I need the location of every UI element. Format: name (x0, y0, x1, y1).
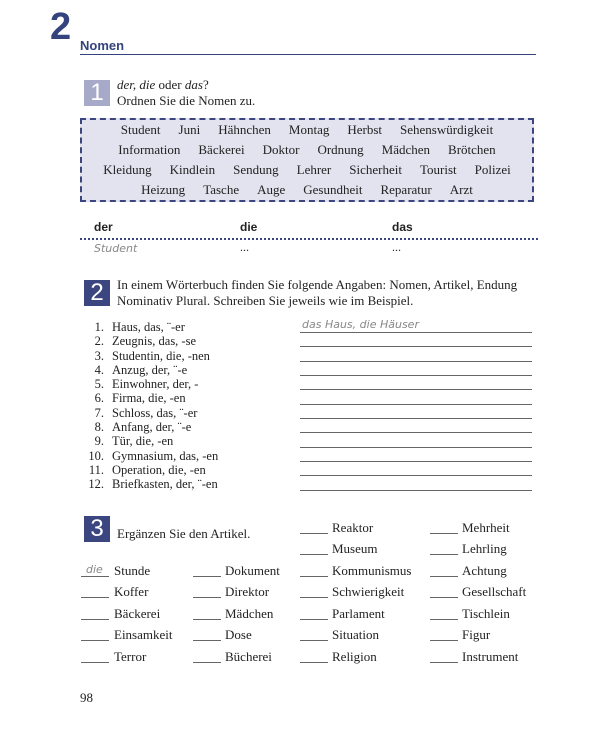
noun: Parlament (332, 606, 385, 621)
word: Sendung (233, 162, 279, 177)
word: Tourist (419, 162, 457, 177)
answer-line[interactable] (300, 461, 532, 462)
word-row-4 (82, 182, 532, 198)
example-answer: das Haus, die Häuser (302, 318, 419, 331)
list-item: 4. Anzug, der, ¨-e (94, 362, 188, 377)
column-die: die (240, 220, 258, 234)
word: Juni (178, 122, 201, 137)
list-item: 2. Zeugnis, das, -se (94, 334, 197, 349)
noun: Terror (114, 649, 147, 664)
answer-line[interactable] (300, 447, 532, 448)
noun: Stunde (114, 563, 151, 578)
list-item: 9. Tür, die, -en (94, 434, 174, 449)
chapter-rule (80, 54, 536, 55)
article-blank[interactable] (300, 576, 328, 577)
exercise-1-instruction-line1: der, die oder das? (117, 77, 209, 92)
noun: Mädchen (225, 606, 274, 621)
word: Kleidung (103, 162, 152, 177)
list-item: 12. Briefkasten, der, ¨-en (88, 477, 218, 492)
word: Herbst (347, 122, 383, 137)
list-item: 11. Operation, die, -en (88, 462, 206, 477)
word: Gesundheit (303, 182, 363, 197)
answer-line[interactable] (300, 475, 532, 476)
word-row-3 (82, 162, 532, 178)
noun: Bäckerei (114, 606, 161, 621)
word: Sicherheit (349, 162, 402, 177)
word: Reparatur (380, 182, 432, 197)
page-number: 98 (80, 690, 93, 705)
exercise-1-instruction (117, 77, 255, 109)
word: Brötchen (448, 142, 496, 157)
noun: Instrument (462, 649, 519, 664)
noun: Gesellschaft (462, 584, 527, 599)
word: Lehrer (296, 162, 332, 177)
list-item: 7. Schloss, das, ¨-er (94, 405, 198, 420)
article-blank[interactable] (430, 640, 458, 641)
article-blank[interactable] (81, 576, 109, 577)
article-blank[interactable] (430, 619, 458, 620)
article-blank[interactable] (300, 640, 328, 641)
word: Sehenswürdigkeit (400, 122, 494, 137)
article-blank[interactable] (430, 533, 458, 534)
list-item: 3. Studentin, die, -nen (94, 348, 210, 363)
word: Information (118, 142, 181, 157)
exercise-1-number: 1 (84, 80, 110, 106)
answer-line[interactable] (300, 361, 532, 362)
answer-line[interactable] (300, 490, 532, 491)
exercise-3-instruction: Ergänzen Sie den Artikel. (117, 526, 251, 541)
noun: Museum (332, 541, 378, 556)
exercise-3-number: 3 (84, 516, 110, 542)
exercise-2-instruction-line1: In einem Wörterbuch finden Sie folgende Angaben: Nomen, Artikel, Endung (117, 277, 518, 292)
article-blank[interactable] (300, 662, 328, 663)
article-blank[interactable] (81, 597, 109, 598)
article-blank[interactable] (430, 597, 458, 598)
article-blank[interactable] (193, 640, 221, 641)
word: Ordnung (317, 142, 364, 157)
noun: Bücherei (225, 649, 272, 664)
word: Montag (288, 122, 330, 137)
column-der: der (94, 220, 113, 234)
noun: Tischlein (462, 606, 510, 621)
example-article: die (86, 563, 103, 576)
word: Heizung (141, 182, 186, 197)
article-blank[interactable] (430, 576, 458, 577)
answer-line[interactable] (300, 346, 532, 347)
exercise-2-instruction-line2: Nominativ Plural. Schreiben Sie jeweils wie im Beispiel. (117, 293, 414, 308)
chapter-number: 2 (50, 6, 72, 48)
article-blank[interactable] (193, 576, 221, 577)
noun: Lehrling (462, 541, 507, 556)
word: Student (120, 122, 161, 137)
answer-line[interactable] (300, 389, 532, 390)
word-row-2 (82, 142, 532, 158)
list-item: 8. Anfang, der, ¨-e (94, 420, 192, 435)
exercise-2-number: 2 (84, 280, 110, 306)
article-blank[interactable] (300, 597, 328, 598)
word: Mädchen (381, 142, 431, 157)
article-blank[interactable] (300, 619, 328, 620)
noun: Dokument (225, 563, 280, 578)
noun: Kommunismus (332, 563, 412, 578)
word: Kindlein (169, 162, 216, 177)
column-divider (80, 238, 538, 240)
exercise-2-instruction (117, 277, 517, 309)
article-blank[interactable] (430, 554, 458, 555)
word: Polizei (474, 162, 511, 177)
list-item: 5. Einwohner, der, - (94, 377, 199, 392)
word: Arzt (449, 182, 473, 197)
exercise-2-list (80, 320, 280, 492)
article-blank[interactable] (300, 554, 328, 555)
ellipsis-das: ... (392, 240, 401, 254)
column-das: das (392, 220, 413, 234)
noun: Schwierigkeit (332, 584, 405, 599)
answer-line[interactable] (300, 432, 532, 433)
article-blank[interactable] (81, 619, 109, 620)
article-blank[interactable] (81, 640, 109, 641)
noun: Religion (332, 649, 377, 664)
noun: Situation (332, 627, 379, 642)
answer-line[interactable] (300, 375, 532, 376)
noun: Direktor (225, 584, 270, 599)
word: Hähnchen (218, 122, 271, 137)
exercise-1-instruction-line2: Ordnen Sie die Nomen zu. (117, 93, 256, 108)
word: Bäckerei (198, 142, 245, 157)
list-item: 1. Haus, das, ¨-er (94, 320, 185, 334)
answer-line[interactable] (300, 404, 532, 405)
ellipsis-die: ... (240, 240, 249, 254)
article-blank[interactable] (193, 597, 221, 598)
noun: Achtung (462, 563, 507, 578)
noun: Koffer (114, 584, 149, 599)
list-item: 10. Gymnasium, das, -en (88, 448, 219, 463)
noun: Reaktor (332, 520, 374, 535)
article-blank[interactable] (193, 619, 221, 620)
example-student: Student (94, 242, 138, 255)
article-blank[interactable] (300, 533, 328, 534)
word: Auge (257, 182, 286, 197)
noun: Einsamkeit (114, 627, 173, 642)
noun: Figur (462, 627, 491, 642)
article-blank[interactable] (193, 662, 221, 663)
word: Doktor (262, 142, 300, 157)
list-item: 6. Firma, die, -en (94, 391, 186, 406)
word-box (80, 118, 534, 202)
noun: Dose (225, 627, 252, 642)
answer-line[interactable] (300, 332, 532, 333)
word: Tasche (203, 182, 240, 197)
chapter-title: Nomen (80, 38, 125, 53)
word-row-1 (82, 122, 532, 138)
noun: Mehrheit (462, 520, 510, 535)
answer-line[interactable] (300, 418, 532, 419)
article-blank[interactable] (81, 662, 109, 663)
article-blank[interactable] (430, 662, 458, 663)
